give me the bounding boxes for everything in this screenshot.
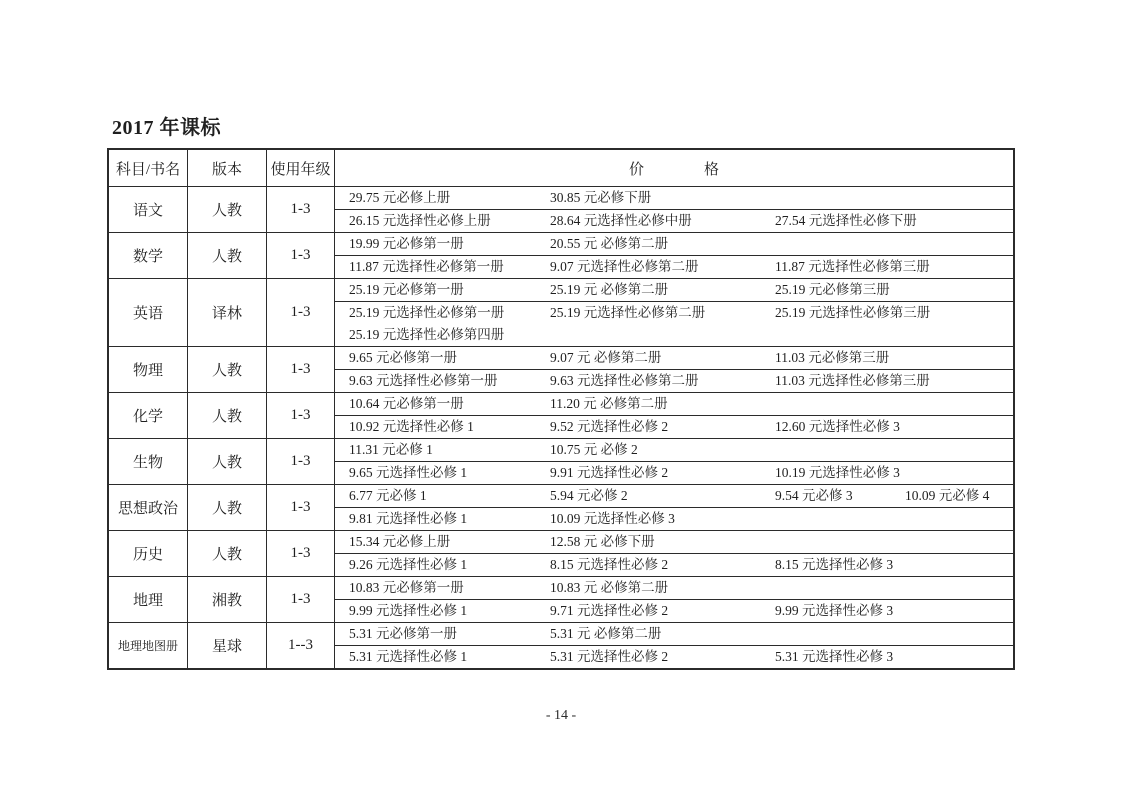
price-line: [335, 393, 1013, 415]
price-item: 11.03 元选择性必修第三册: [775, 373, 930, 388]
price-column: [335, 187, 1013, 232]
price-cell: [335, 347, 1013, 369]
price-item: 11.03 元必修第三册: [775, 350, 890, 365]
price-item: 5.94 元必修 2: [550, 488, 628, 503]
grade-cell: 1-3: [267, 577, 335, 622]
price-item: 20.55 元 必修第二册: [550, 236, 669, 251]
price-item: 9.71 元选择性必修 2: [550, 603, 669, 618]
subject-cell: 物理: [109, 347, 188, 392]
price-cell: [335, 461, 1013, 484]
price-line: [335, 324, 1013, 346]
subject-cell: 历史: [109, 531, 188, 576]
price-line: [335, 210, 1013, 232]
price-line: [335, 279, 1013, 301]
grade-cell: 1-3: [267, 187, 335, 232]
price-item: 12.58 元 必修下册: [550, 534, 655, 549]
version-cell: 人教: [188, 439, 267, 484]
price-item: 9.81 元选择性必修 1: [349, 511, 468, 526]
price-item: 27.54 元选择性必修下册: [775, 213, 917, 228]
version-cell: 人教: [188, 187, 267, 232]
version-cell: 星球: [188, 623, 267, 668]
price-item: 25.19 元选择性必修第三册: [775, 305, 931, 320]
price-item: 5.31 元选择性必修 3: [775, 649, 894, 664]
price-item: 28.64 元选择性必修中册: [550, 213, 692, 228]
price-item: 10.09 元必修 4: [905, 488, 990, 503]
price-column: [335, 279, 1013, 346]
price-item: 9.63 元选择性必修第二册: [550, 373, 699, 388]
table-row: [109, 187, 1013, 233]
table-row: [109, 393, 1013, 439]
table-row: [109, 439, 1013, 485]
table-row: [109, 279, 1013, 347]
price-item: 10.83 元 必修第二册: [550, 580, 669, 595]
price-cell: [335, 279, 1013, 301]
price-item: 12.60 元选择性必修 3: [775, 419, 900, 434]
price-item: 30.85 元必修下册: [550, 190, 652, 205]
price-cell: [335, 645, 1013, 668]
price-column: [335, 347, 1013, 392]
price-item: 5.31 元 必修第二册: [550, 626, 662, 641]
grade-cell: 1-3: [267, 531, 335, 576]
price-line: [335, 508, 1013, 530]
table-body: [109, 187, 1013, 668]
version-cell: 人教: [188, 233, 267, 278]
grade-cell: 1-3: [267, 485, 335, 530]
header-subject: 科目/书名: [109, 150, 188, 186]
price-line: [335, 233, 1013, 255]
table-row: [109, 623, 1013, 668]
price-cell: [335, 393, 1013, 415]
price-column: [335, 233, 1013, 278]
price-cell: [335, 255, 1013, 278]
price-line: [335, 462, 1013, 484]
price-item: 25.19 元必修第一册: [349, 282, 464, 297]
price-item: 10.75 元 必修 2: [550, 442, 638, 457]
price-item: 9.54 元必修 3: [775, 488, 853, 503]
price-cell: [335, 233, 1013, 255]
price-item: 5.31 元必修第一册: [349, 626, 457, 641]
price-cell: [335, 553, 1013, 576]
price-line: [335, 623, 1013, 645]
price-cell: [335, 439, 1013, 461]
price-item: 8.15 元选择性必修 3: [775, 557, 894, 572]
price-line: [335, 600, 1013, 622]
price-item: 5.31 元选择性必修 1: [349, 649, 468, 664]
table-row: [109, 233, 1013, 279]
price-line: [335, 187, 1013, 209]
version-cell: 人教: [188, 485, 267, 530]
price-item: 25.19 元选择性必修第二册: [550, 305, 706, 320]
price-item: 19.99 元必修第一册: [349, 236, 464, 251]
price-line: [335, 554, 1013, 576]
price-cell: [335, 301, 1013, 346]
price-item: 9.91 元选择性必修 2: [550, 465, 669, 480]
version-cell: 湘教: [188, 577, 267, 622]
price-item: 10.64 元必修第一册: [349, 396, 464, 411]
price-cell: [335, 187, 1013, 209]
subject-cell: 地理地图册: [109, 623, 188, 668]
price-item: 9.63 元选择性必修第一册: [349, 373, 498, 388]
price-item: 11.31 元必修 1: [349, 442, 433, 457]
price-cell: [335, 485, 1013, 507]
price-line: [335, 416, 1013, 438]
price-item: 9.99 元选择性必修 1: [349, 603, 468, 618]
subject-cell: 思想政治: [109, 485, 188, 530]
table-header-row: [109, 150, 1013, 187]
subject-cell: 语文: [109, 187, 188, 232]
price-cell: [335, 209, 1013, 232]
price-item: 11.87 元选择性必修第一册: [349, 259, 504, 274]
version-cell: 人教: [188, 347, 267, 392]
price-column: [335, 531, 1013, 576]
price-line: [335, 302, 1013, 324]
price-column: [335, 623, 1013, 668]
price-item: 10.09 元选择性必修 3: [550, 511, 675, 526]
document-title: 2017 年课标: [112, 117, 221, 139]
price-item: 29.75 元必修上册: [349, 190, 451, 205]
price-item: 11.87 元选择性必修第三册: [775, 259, 930, 274]
price-item: 9.26 元选择性必修 1: [349, 557, 468, 572]
price-column: [335, 439, 1013, 484]
price-cell: [335, 415, 1013, 438]
table-row: [109, 347, 1013, 393]
price-cell: [335, 507, 1013, 530]
price-column: [335, 577, 1013, 622]
price-item: 9.52 元选择性必修 2: [550, 419, 669, 434]
price-item: 9.65 元必修第一册: [349, 350, 457, 365]
price-item: 11.20 元 必修第二册: [550, 396, 668, 411]
grade-cell: 1-3: [267, 279, 335, 346]
price-item: 26.15 元选择性必修上册: [349, 213, 491, 228]
price-item: 9.07 元选择性必修第二册: [550, 259, 699, 274]
price-item: 9.65 元选择性必修 1: [349, 465, 468, 480]
subject-cell: 英语: [109, 279, 188, 346]
price-line: [335, 577, 1013, 599]
page-number: - 14 -: [545, 708, 577, 723]
price-line: [335, 370, 1013, 392]
table-row: [109, 577, 1013, 623]
price-cell: [335, 369, 1013, 392]
price-line: [335, 256, 1013, 278]
price-item: 5.31 元选择性必修 2: [550, 649, 669, 664]
price-item: 10.92 元选择性必修 1: [349, 419, 474, 434]
price-cell: [335, 599, 1013, 622]
subject-cell: 地理: [109, 577, 188, 622]
price-line: [335, 531, 1013, 553]
version-cell: 人教: [188, 531, 267, 576]
price-item: 25.19 元 必修第二册: [550, 282, 669, 297]
price-line: [335, 347, 1013, 369]
price-item: 25.19 元选择性必修第一册: [349, 305, 505, 320]
price-line: [335, 485, 1013, 507]
grade-cell: 1-3: [267, 233, 335, 278]
grade-cell: 1-3: [267, 439, 335, 484]
grade-cell: 1--3: [267, 623, 335, 668]
price-cell: [335, 623, 1013, 645]
table-row: [109, 531, 1013, 577]
price-item: 9.99 元选择性必修 3: [775, 603, 894, 618]
header-version: 版本: [188, 150, 267, 186]
price-item: 8.15 元选择性必修 2: [550, 557, 669, 572]
subject-cell: 化学: [109, 393, 188, 438]
price-cell: [335, 531, 1013, 553]
subject-cell: 数学: [109, 233, 188, 278]
subject-cell: 生物: [109, 439, 188, 484]
price-item: 6.77 元必修 1: [349, 488, 427, 503]
version-cell: 人教: [188, 393, 267, 438]
price-item: 15.34 元必修上册: [349, 534, 451, 549]
price-column: [335, 393, 1013, 438]
version-cell: 译林: [188, 279, 267, 346]
grade-cell: 1-3: [267, 393, 335, 438]
grade-cell: 1-3: [267, 347, 335, 392]
price-item: 25.19 元必修第三册: [775, 282, 890, 297]
price-line: [335, 439, 1013, 461]
price-item: 25.19 元选择性必修第四册: [349, 327, 505, 342]
price-line: [335, 646, 1013, 668]
textbook-price-table: [107, 148, 1015, 670]
price-item: 9.07 元 必修第二册: [550, 350, 662, 365]
price-column: [335, 485, 1013, 530]
price-cell: [335, 577, 1013, 599]
header-grade: 使用年级: [267, 150, 335, 186]
price-item: 10.83 元必修第一册: [349, 580, 464, 595]
header-price: 价 格: [628, 161, 719, 178]
price-item: 10.19 元选择性必修 3: [775, 465, 900, 480]
table-row: [109, 485, 1013, 531]
